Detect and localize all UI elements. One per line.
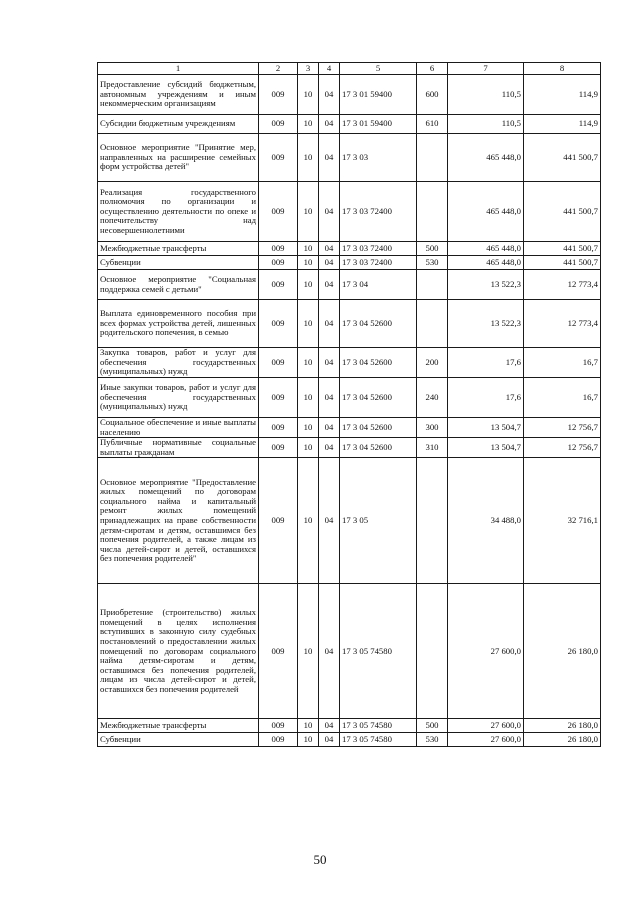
row-amount-col8: 441 500,7 (524, 242, 601, 256)
row-subsection: 04 (319, 270, 340, 300)
row-section: 10 (298, 584, 319, 719)
row-target-article: 17 3 04 52600 (340, 418, 417, 438)
row-admin-code: 009 (259, 270, 298, 300)
row-amount-col8: 12 773,4 (524, 270, 601, 300)
row-description: Выплата единовременного пособия при всех формах устройства детей, лишенных родительского попечения, в семью (98, 300, 259, 348)
row-subsection: 04 (319, 242, 340, 256)
row-target-article: 17 3 03 (340, 134, 417, 182)
row-target-article: 17 3 03 72400 (340, 242, 417, 256)
row-amount-col8: 16,7 (524, 348, 601, 378)
row-expense-type (417, 458, 448, 584)
table-row (98, 242, 601, 256)
header-col-3: 3 (298, 63, 319, 75)
row-expense-type (417, 134, 448, 182)
row-amount-col8: 12 756,7 (524, 438, 601, 458)
row-admin-code: 009 (259, 348, 298, 378)
row-admin-code: 009 (259, 378, 298, 418)
row-admin-code: 009 (259, 300, 298, 348)
row-target-article: 17 3 04 52600 (340, 300, 417, 348)
row-amount-col8: 114,9 (524, 115, 601, 134)
row-subsection: 04 (319, 134, 340, 182)
row-target-article: 17 3 01 59400 (340, 115, 417, 134)
row-subsection: 04 (319, 378, 340, 418)
row-target-article: 17 3 05 74580 (340, 733, 417, 747)
row-section: 10 (298, 300, 319, 348)
row-target-article: 17 3 05 74580 (340, 719, 417, 733)
row-amount-col7: 27 600,0 (448, 584, 524, 719)
row-amount-col8: 32 716,1 (524, 458, 601, 584)
row-description: Закупка товаров, работ и услуг для обеспечения государственных (муниципальных) нужд (98, 348, 259, 378)
table-row (98, 348, 601, 378)
row-admin-code: 009 (259, 438, 298, 458)
row-amount-col7: 465 448,0 (448, 256, 524, 270)
row-target-article: 17 3 04 52600 (340, 438, 417, 458)
row-subsection: 04 (319, 75, 340, 115)
row-description: Социальное обеспечение и иные выплаты населению (98, 418, 259, 438)
row-expense-type: 300 (417, 418, 448, 438)
row-amount-col8: 12 756,7 (524, 418, 601, 438)
table-row (98, 418, 601, 438)
row-subsection: 04 (319, 584, 340, 719)
row-section: 10 (298, 438, 319, 458)
row-amount-col8: 12 773,4 (524, 300, 601, 348)
row-expense-type (417, 182, 448, 242)
header-col-4: 4 (319, 63, 340, 75)
table-row (98, 378, 601, 418)
header-col-2: 2 (259, 63, 298, 75)
row-expense-type: 500 (417, 719, 448, 733)
row-expense-type: 500 (417, 242, 448, 256)
header-col-5: 5 (340, 63, 417, 75)
row-admin-code: 009 (259, 134, 298, 182)
row-section: 10 (298, 378, 319, 418)
row-admin-code: 009 (259, 115, 298, 134)
row-section: 10 (298, 719, 319, 733)
row-amount-col8: 114,9 (524, 75, 601, 115)
row-amount-col7: 34 488,0 (448, 458, 524, 584)
row-description: Межбюджетные трансферты (98, 242, 259, 256)
row-target-article: 17 3 03 72400 (340, 256, 417, 270)
row-amount-col7: 13 522,3 (448, 300, 524, 348)
table-row (98, 115, 601, 134)
row-target-article: 17 3 04 52600 (340, 378, 417, 418)
header-col-7: 7 (448, 63, 524, 75)
row-description: Приобретение (строительство) жилых помещений в целях исполнения вступивших в законную силу судебных постановлений о предоставлении жилых помещений по договорам социального найма детям-сиротам и детям, оставшимся без попечения родителей, лицам из числа детей-сирот и детей, оставшихся без попечения родителей (98, 584, 259, 719)
row-section: 10 (298, 270, 319, 300)
row-subsection: 04 (319, 348, 340, 378)
table-row (98, 733, 601, 747)
row-target-article: 17 3 04 52600 (340, 348, 417, 378)
row-amount-col7: 13 504,7 (448, 418, 524, 438)
row-admin-code: 009 (259, 256, 298, 270)
row-description: Предоставление субсидий бюджетным, автономным учреждениям и иным некоммерческим организациям (98, 75, 259, 115)
table-row (98, 75, 601, 115)
row-subsection: 04 (319, 115, 340, 134)
row-amount-col7: 465 448,0 (448, 182, 524, 242)
row-amount-col8: 26 180,0 (524, 584, 601, 719)
row-target-article: 17 3 04 (340, 270, 417, 300)
row-subsection: 04 (319, 438, 340, 458)
row-admin-code: 009 (259, 75, 298, 115)
row-expense-type: 240 (417, 378, 448, 418)
row-amount-col7: 465 448,0 (448, 242, 524, 256)
header-col-1: 1 (98, 63, 259, 75)
row-admin-code: 009 (259, 418, 298, 438)
row-expense-type: 530 (417, 256, 448, 270)
row-description: Публичные нормативные социальные выплаты гражданам (98, 438, 259, 458)
row-section: 10 (298, 256, 319, 270)
row-section: 10 (298, 418, 319, 438)
row-amount-col7: 465 448,0 (448, 134, 524, 182)
row-description: Субвенции (98, 733, 259, 747)
table-body (98, 75, 601, 747)
row-amount-col7: 27 600,0 (448, 733, 524, 747)
row-expense-type (417, 270, 448, 300)
row-target-article: 17 3 03 72400 (340, 182, 417, 242)
header-col-8: 8 (524, 63, 601, 75)
row-amount-col7: 13 504,7 (448, 438, 524, 458)
row-target-article: 17 3 01 59400 (340, 75, 417, 115)
row-description: Субсидии бюджетным учреждениям (98, 115, 259, 134)
row-description: Реализация государственного полномочия по организации и осуществлению деятельности по опеке и попечительству над несовершеннолетними (98, 182, 259, 242)
row-section: 10 (298, 733, 319, 747)
row-admin-code: 009 (259, 584, 298, 719)
table-header-row (98, 63, 601, 75)
row-description: Иные закупки товаров, работ и услуг для обеспечения государственных (муниципальных) нужд (98, 378, 259, 418)
row-subsection: 04 (319, 418, 340, 438)
row-amount-col8: 26 180,0 (524, 719, 601, 733)
row-admin-code: 009 (259, 242, 298, 256)
row-expense-type: 200 (417, 348, 448, 378)
row-target-article: 17 3 05 74580 (340, 584, 417, 719)
row-admin-code: 009 (259, 719, 298, 733)
row-expense-type (417, 300, 448, 348)
row-subsection: 04 (319, 256, 340, 270)
row-amount-col8: 26 180,0 (524, 733, 601, 747)
row-subsection: 04 (319, 458, 340, 584)
row-subsection: 04 (319, 719, 340, 733)
row-amount-col7: 27 600,0 (448, 719, 524, 733)
header-col-6: 6 (417, 63, 448, 75)
row-description: Основное мероприятие "Принятие мер, направленных на расширение семейных форм устройства детей" (98, 134, 259, 182)
row-section: 10 (298, 348, 319, 378)
row-section: 10 (298, 242, 319, 256)
row-expense-type: 530 (417, 733, 448, 747)
row-amount-col7: 17,6 (448, 378, 524, 418)
row-expense-type: 610 (417, 115, 448, 134)
row-amount-col7: 13 522,3 (448, 270, 524, 300)
row-subsection: 04 (319, 300, 340, 348)
row-description: Основное мероприятие "Предоставление жилых помещений по договорам социального найма и капитальный ремонт жилых помещений принадлежащих на праве собственности детям-сиротам и детям, оставшимся без попечения родителей, а также лицам из числа детей-сирот и детей, оставшихся без попечения родителей" (98, 458, 259, 584)
row-subsection: 04 (319, 182, 340, 242)
row-admin-code: 009 (259, 733, 298, 747)
row-section: 10 (298, 182, 319, 242)
row-expense-type (417, 584, 448, 719)
page-number: 50 (313, 852, 327, 867)
row-description: Межбюджетные трансферты (98, 719, 259, 733)
table-row (98, 256, 601, 270)
table-row (98, 719, 601, 733)
table-row (98, 134, 601, 182)
row-subsection: 04 (319, 733, 340, 747)
table-row (98, 458, 601, 584)
table-row (98, 300, 601, 348)
row-amount-col7: 110,5 (448, 115, 524, 134)
row-admin-code: 009 (259, 182, 298, 242)
row-section: 10 (298, 75, 319, 115)
row-amount-col8: 441 500,7 (524, 256, 601, 270)
table-row (98, 182, 601, 242)
row-section: 10 (298, 134, 319, 182)
row-target-article: 17 3 05 (340, 458, 417, 584)
row-expense-type: 310 (417, 438, 448, 458)
row-section: 10 (298, 115, 319, 134)
row-admin-code: 009 (259, 458, 298, 584)
table-row (98, 438, 601, 458)
row-section: 10 (298, 458, 319, 584)
row-expense-type: 600 (417, 75, 448, 115)
table-row (98, 270, 601, 300)
budget-table (97, 62, 601, 747)
table-row (98, 584, 601, 719)
row-amount-col7: 17,6 (448, 348, 524, 378)
row-amount-col7: 110,5 (448, 75, 524, 115)
row-amount-col8: 16,7 (524, 378, 601, 418)
row-description: Основное мероприятие "Социальная поддержка семей с детьми" (98, 270, 259, 300)
row-amount-col8: 441 500,7 (524, 182, 601, 242)
row-amount-col8: 441 500,7 (524, 134, 601, 182)
row-description: Субвенции (98, 256, 259, 270)
